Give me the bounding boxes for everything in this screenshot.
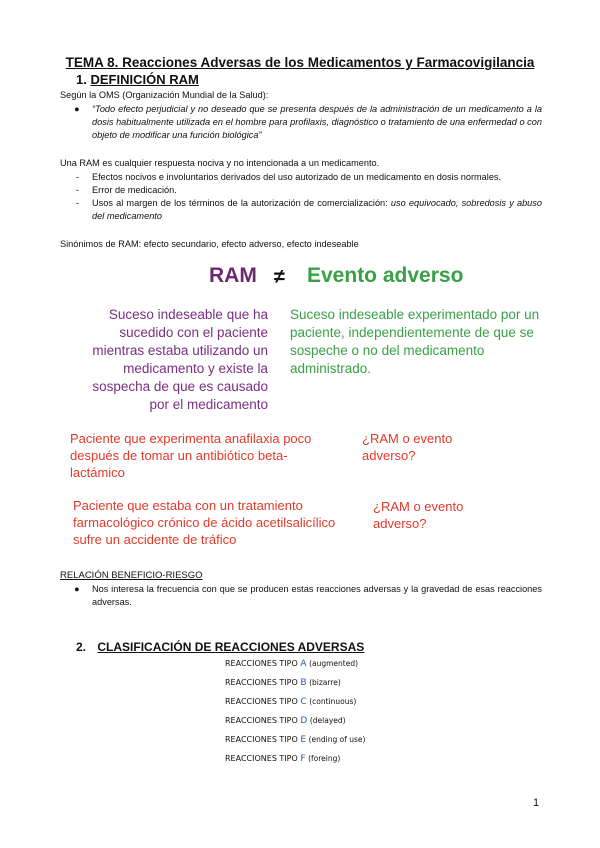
section-2-heading — [76, 640, 364, 654]
tipo-row — [225, 659, 358, 669]
tipo-letter: A — [300, 659, 307, 669]
tipo-letter: B — [300, 678, 307, 688]
tipo-prefix: REACCIONES TIPO — [225, 659, 298, 668]
dash-mark: - — [76, 185, 80, 195]
tipo-letter: E — [300, 735, 307, 745]
relacion-heading: RELACIÓN BENEFICIO-RIESGO — [60, 570, 203, 581]
tipo-prefix: REACCIONES TIPO — [225, 735, 298, 744]
bullet-dot: ● — [74, 104, 80, 114]
section-1-number: 1. — [76, 72, 87, 87]
synonyms: Sinónimos de RAM: efecto secundario, efecto adverso, efecto indeseable — [60, 239, 359, 249]
section-1-heading — [76, 72, 199, 87]
relacion-bullet: Nos interesa la frecuencia con que se producen estas reacciones adversas y la gravedad de esas reacciones adversas. — [92, 584, 542, 607]
tipo-letter: D — [300, 716, 308, 726]
tipo-prefix: REACCIONES TIPO — [225, 697, 298, 706]
dash-mark: - — [76, 198, 80, 208]
tipo-prefix: REACCIONES TIPO — [225, 716, 298, 725]
section-2-number: 2. — [76, 640, 87, 654]
evento-adverso-label: Evento adverso — [307, 264, 464, 287]
dash-item-3-normal: Usos al margen de los términos de la autorización de comercialización: — [92, 198, 391, 208]
tipo-desc: (continuous) — [309, 697, 357, 706]
document-title: TEMA 8. Reacciones Adversas de los Medicamentos y Farmacovigilancia — [65, 55, 535, 70]
ram-label: RAM — [209, 264, 257, 287]
tipo-prefix: REACCIONES TIPO — [225, 754, 298, 763]
tipo-desc: (ending of use) — [308, 735, 366, 744]
bullet-dot: ● — [74, 584, 80, 594]
tipo-row — [225, 716, 346, 726]
section-2-title: CLASIFICACIÓN DE REACCIONES ADVERSAS — [97, 640, 365, 654]
tipo-prefix: REACCIONES TIPO — [225, 678, 298, 687]
tipo-row — [225, 697, 356, 707]
case-1-question: ¿RAM o evento adverso? — [362, 431, 453, 463]
tipo-row — [225, 754, 340, 764]
dash-item-3 — [92, 197, 542, 223]
dash-item-2: Error de medicación. — [92, 185, 177, 195]
tipo-desc: (augmented) — [309, 659, 359, 668]
dash-mark: - — [76, 172, 80, 182]
tipo-desc: (bizarre) — [309, 678, 341, 687]
case-2-question: ¿RAM o evento adverso? — [373, 499, 464, 531]
ram-definition: Una RAM es cualquier respuesta nociva y no intencionada a un medicamento. — [60, 158, 380, 168]
evento-description: Suceso indeseable experimentado por un paciente, independientemente de que se sospeche o no del medicamento administrado. — [290, 307, 540, 376]
dash-item-3-italic: uso equivocado, sobredosis y abuso del medicamento — [92, 198, 542, 221]
oms-quote: “Todo efecto perjudicial y no deseado que se presenta después de la administración de un medicamento a la dosis habitualmente utilizada en el hombre para profilaxis, diagnóstico o tratamiento de una enfermedad o con objeto de modificar una función biológica” — [92, 104, 542, 140]
ram-description: Suceso indeseable que ha sucedido con el paciente mientras estaba utilizando un medicamento y existe la sospecha de que es causado por el medicamento — [92, 307, 268, 412]
dash-item-1: Efectos nocivos e involuntarios derivados del uso autorizado de un medicamento en dosis normales. — [92, 172, 502, 182]
tipo-desc: (foreing) — [308, 754, 341, 763]
case-1-text: Paciente que experimenta anafilaxia poco después de tomar un antibiótico beta-lactámico — [70, 431, 312, 480]
tipo-letter: C — [300, 697, 307, 707]
tipo-desc: (delayed) — [309, 716, 346, 725]
oms-intro: Según la OMS (Organización Mundial de la Salud): — [60, 90, 269, 100]
tipo-row — [225, 735, 365, 745]
tipo-row — [225, 678, 341, 688]
case-2-text: Paciente que estaba con un tratamiento farmacológico crónico de ácido acetilsalicílico sufre un accidente de tráfico — [73, 498, 336, 547]
tipo-letter: F — [300, 754, 306, 764]
not-equal-symbol: ≠ — [274, 266, 285, 288]
section-1-title: DEFINICIÓN RAM — [90, 72, 199, 87]
page-number: 1 — [533, 797, 540, 809]
